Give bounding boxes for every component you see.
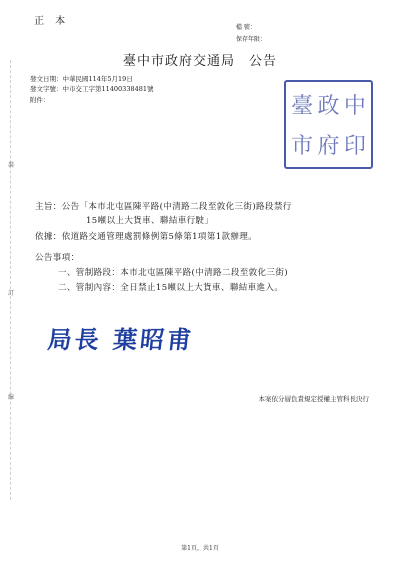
binding-mark-xian: 線 [8,394,15,401]
issue-date: 發文日期：中華民國114年5月19日 [30,75,133,83]
copy-mark: 正 本 [34,16,70,27]
subject-line-1: 主旨：公告「本市北屯區陳平路(中清路二段至敦化三街)路段禁行 [35,202,292,212]
seal-char: 政 [317,94,340,120]
seal-char: 府 [317,133,340,159]
delegation-note: 本案依分層負責規定授權主管科長決行 [258,395,369,403]
document-title: 臺中市政府交通局 公告 [122,54,277,69]
page-number: 第1頁，共1頁 [181,545,219,552]
official-seal-stamp [284,80,373,169]
director-signature: 局長 葉昭甫 [46,325,196,354]
binding-mark-ding: 訂 [8,290,15,297]
announcement-item-1: 一、管制路段：本市北屯區陳平路(中清路二段至敦化三街) [58,268,288,278]
file-number-label: 檔 號： [236,24,256,31]
subject-line-2: 15噸以上大貨車、聯結車行駛」 [86,216,214,226]
document-number: 發文字號：中市交工字第11400338481號 [30,85,154,93]
seal-char: 臺 [291,94,314,120]
seal-char: 市 [291,133,314,159]
attachment-label: 附件： [30,96,50,104]
retention-period-label: 保存年限： [236,36,267,43]
legal-basis: 依據：依道路交通管理處罰條例第5條第1項第1款辦理。 [35,232,258,242]
announcement-item-2: 二、管制內容：全日禁止15噸以上大貨車、聯結車進入。 [58,283,284,293]
binding-line [10,60,11,500]
announcement-items-heading: 公告事項： [35,253,80,263]
binding-mark-zhuang: 裝 [8,162,15,169]
seal-char: 中 [343,94,366,120]
seal-char: 印 [343,133,366,159]
